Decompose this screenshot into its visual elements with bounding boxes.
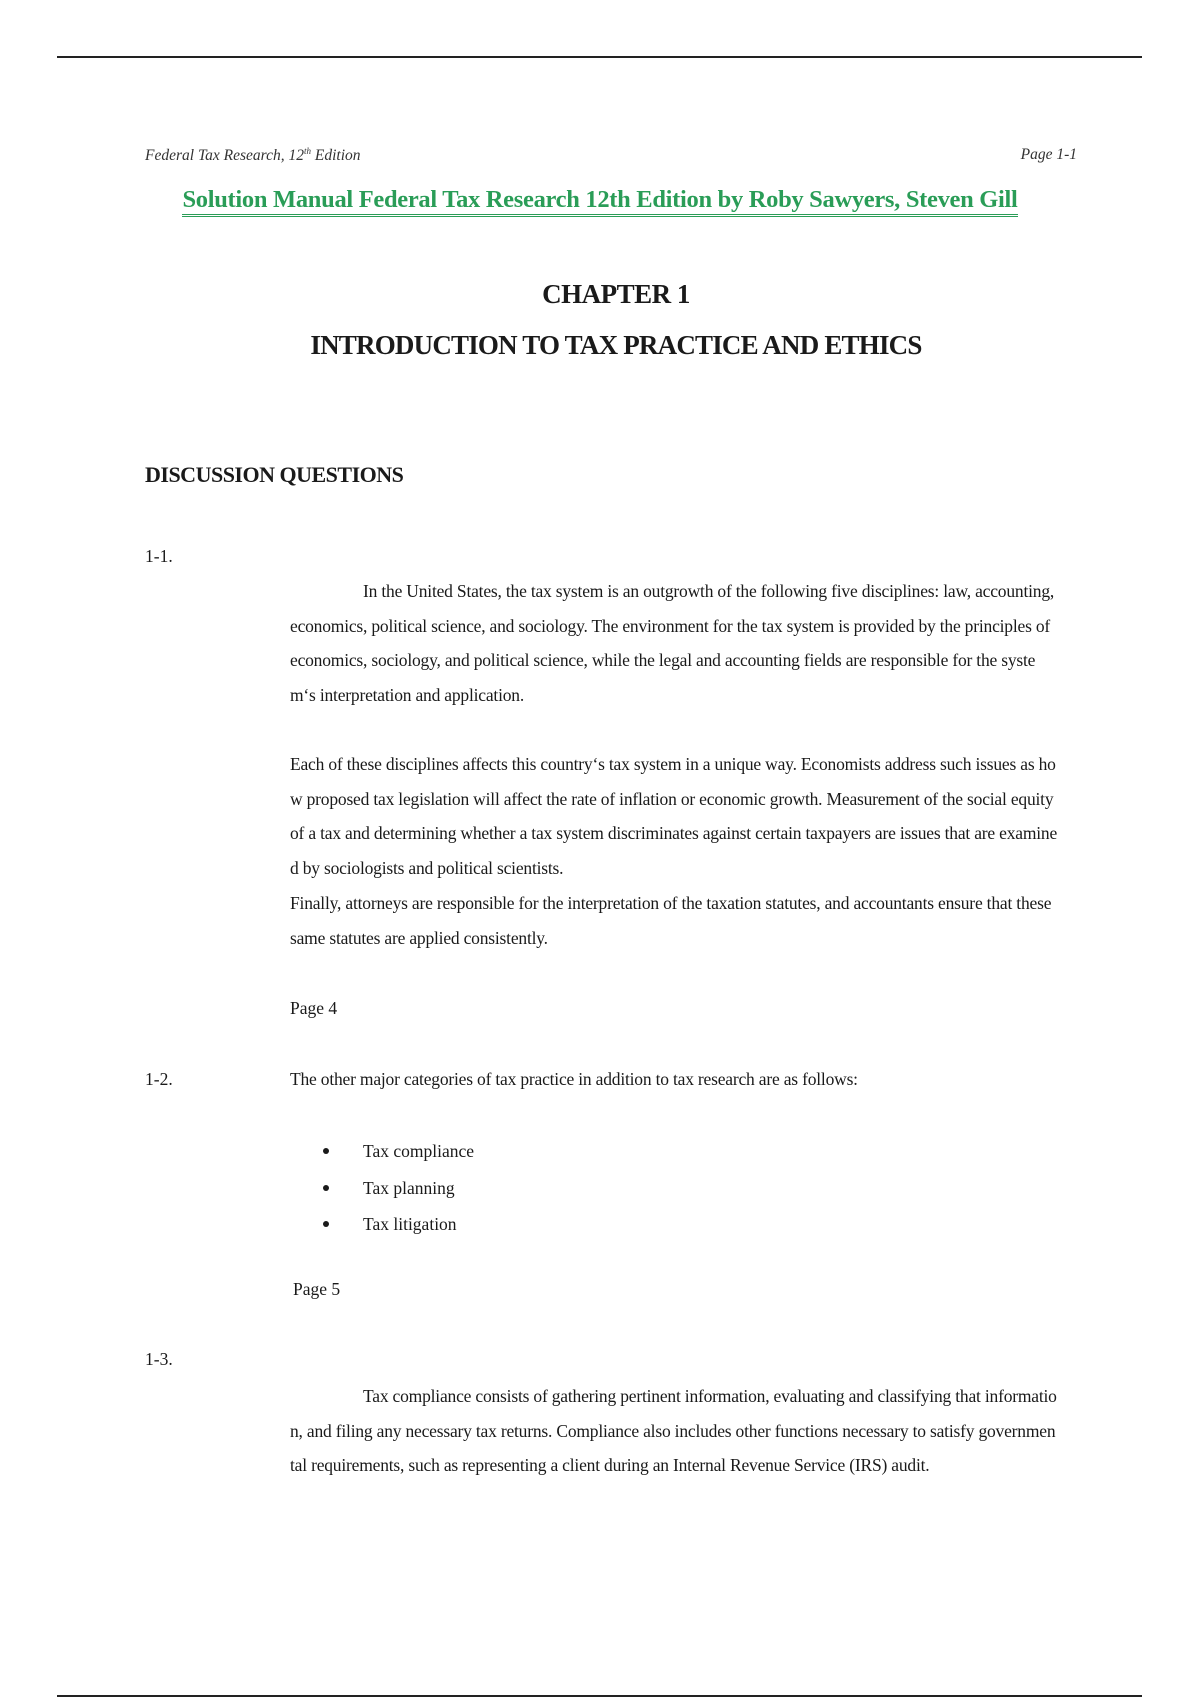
chapter-title: INTRODUCTION TO TAX PRACTICE AND ETHICS [310,330,922,360]
tax-practice-list [318,1133,474,1243]
running-header-book-title: Federal Tax Research, 12th Edition [145,146,361,165]
bullet-icon [323,1185,329,1191]
question-paragraph: The other major categories of tax practice in addition to tax research are as follows: [290,1069,858,1089]
question-number: 1-1. [145,546,173,566]
solution-manual-title [0,186,1200,214]
top-rule [57,56,1142,58]
page-reference: Page 5 [293,1279,341,1299]
list-item: Tax planning [318,1170,474,1207]
section-heading: DISCUSSION QUESTIONS [145,462,404,487]
bullet-icon [323,1221,329,1227]
question-paragraph: Finally, attorneys are responsible for the interpretation of the taxation statutes, and accountants ensure that these same statutes are applied consistently. [290,893,1052,948]
page-reference: Page 4 [290,998,338,1018]
list-item: Tax compliance [318,1133,474,1170]
running-header [145,146,1077,165]
solution-manual-link[interactable]: Solution Manual Federal Tax Research 12th Edition by Roby Sawyers, Steven Gill [182,186,1017,217]
chapter-number: CHAPTER 1 [542,279,690,309]
question-number: 1-2. [145,1069,173,1089]
bottom-rule [57,1695,1142,1697]
question-number: 1-3. [145,1349,173,1369]
question-paragraph: Each of these disciplines affects this country‘s tax system in a unique way. Economists address such issues as how proposed tax legislation will affect the rate of inflation or economic growth. Measurement of the social equity of a tax and determining whether a tax system discriminates against certain taxpayers are issues that are examined by sociologists and political scientists. [290,754,1058,878]
list-item: Tax litigation [318,1206,474,1243]
question-paragraph: Tax compliance consists of gathering pertinent information, evaluating and classifying that information, and filing any necessary tax returns. Compliance also includes other functions necessary to satisfy governmental requirements, such as representing a client during an Internal Revenue Service (IRS) audit. [290,1386,1057,1475]
question-paragraph: In the United States, the tax system is an outgrowth of the following five disciplines: law, accounting, economics, political science, and sociology. The environment for the tax system is provided by the principles of economics, sociology, and political science, while the legal and accounting fields are responsible for the system‘s interpretation and application. [290,581,1055,705]
running-header-page-number: Page 1-1 [1020,146,1077,163]
bullet-icon [323,1148,329,1154]
